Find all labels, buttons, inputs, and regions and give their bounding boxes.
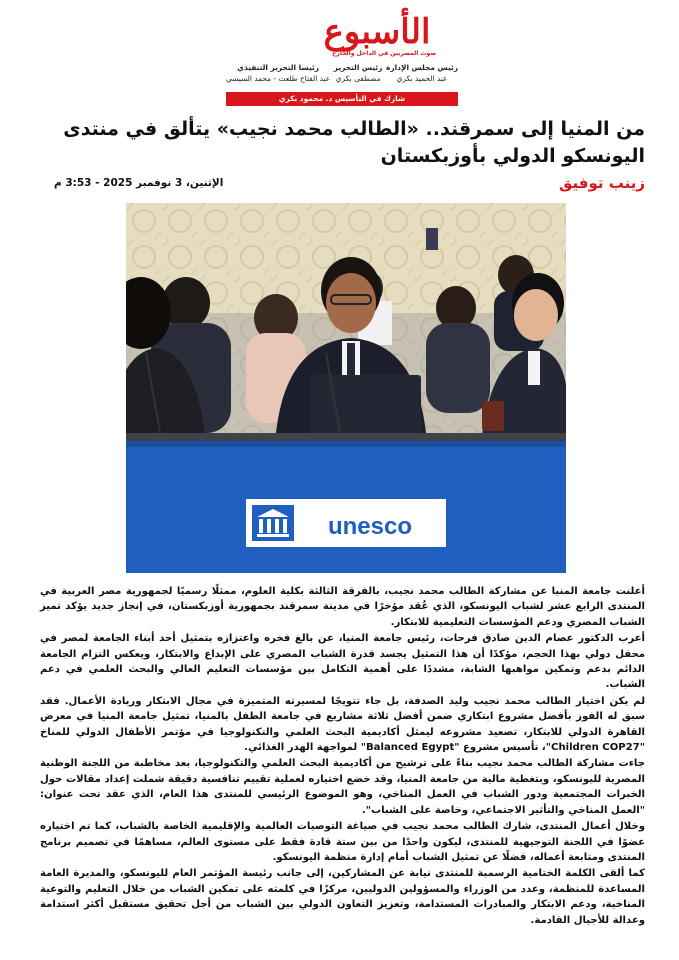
- article-date: الإثنين، 3 نوفمبر 2025 - 3:53 م: [54, 177, 224, 189]
- unesco-banner: [246, 499, 446, 547]
- article-body: [40, 584, 645, 929]
- article-paragraph: جاءت مشاركة الطالب محمد نجيب بناءً على ترشيح من أكاديمية البحث العلمي والتكنولوجيا، بعد مخاطبة من اللجنة الوطنية المصرية لليونسكو، وبتغطية مالية من جامعة المنيا، وقد خضع اختياره لعملية تقييم تنافسية دقيقة شملت إعداد مقالات حول الخبرات المجتمعية ودور الشباب في العمل المناخي، وهو الموضوع الرئيسي للمنتدى هذا العام، الذي عقد تحت عنوان: "العمل المناخي والتأثير الاجتماعي، وخاصة على الشباب".: [40, 758, 645, 816]
- unesco-text: unesco: [327, 513, 413, 540]
- conference-photo: [126, 203, 566, 573]
- article-paragraph: وخلال أعمال المنتدى، شارك الطالب محمد نجيب في صياغة التوصيات العالمية والإقليمية الخاصة بالشباب، كما تم اختياره عضوًا في اللجنة التوجيهية للمنتدى، ليكون واحدًا من بين ستة قادة فقط على مستوى العالم، مساهمًا في تصميم برنامج المنتدى ومتابعة أعماله، فضلًا عن تمثيل الشباب أمام إدارة منظمة اليونسكو.: [40, 821, 645, 863]
- founder-banner: شارك في التأسيس د. محمود بكري: [226, 92, 458, 106]
- site-logo[interactable]: [302, 10, 452, 50]
- article-paragraph: لم يكن اختيار الطالب محمد نجيب وليد الصدفة، بل جاء تتويجًا لمسيرته المتميزة في مجال الابتكار وريادة الأعمال. فقد سبق له الفوز بأفضل مشروع ابتكاري ضمن أفضل ثلاثة مشاريع في جامعة الطفل بالمنيا، تمثيل جامعة المنيا في معرض القاهرة الدولي للابتكار، تصعيد مشروعه ليمثل أكاديمية البحث العلمي والتكنولوجيا في مؤتمر الأطفال الدولي للمناخ "Children COP27"، تأسيس مشروع "Balanced Egypt" لمواجهة الهدر الغذائي.: [40, 695, 645, 754]
- article-paragraph: أعلنت جامعة المنيا عن مشاركة الطالب محمد نجيب، بالفرقة الثالثة بكلية العلوم، ممثلًا رسميًا لجمهورية مصر العربية في المنتدى الرابع عشر لشباب اليونسكو، الذي عُقد مؤخرًا في مدينة سمرقند بجمهورية أوزبكستان، في إنجاز جديد يؤكد تميز الشباب المصري ودعم المؤسسات التعليمية للابتكار.: [40, 586, 645, 628]
- laptop: [311, 375, 421, 437]
- article-author[interactable]: زينب توفيق: [559, 174, 645, 192]
- logo-tagline: صوت المصريين في الداخل والخارج: [332, 50, 436, 57]
- staff-editor-in-chief: رئيس التحرير مصطفى بكري: [333, 63, 383, 83]
- staff-list: [226, 62, 458, 84]
- article-paragraph: أعرب الدكتور عصام الدين صادق فرحات، رئيس جامعة المنيا، عن بالغ فخره واعتزازه بتمثيل أحد أبناء الجامعة لمصر في محفل دولي بهذا الحجم، مؤكدًا أن هذا التمثيل يجسد قدرة الشباب المصري على الإبداع والابتكار، ويعكس التزام الجامعة الدائم بدعم وتمكين مواهبها الشابة، مشددًا على أهمية التكامل بين مؤسسات التعليم العالي والبحث العلمي في دعم الشباب.: [40, 633, 645, 691]
- logo-text: الأسبوع: [323, 12, 431, 52]
- article-headline: من المنيا إلى سمرقند.. «الطالب محمد نجيب» يتألق في منتدى اليونسكو الدولي بأوزبكستان: [63, 118, 645, 167]
- article-paragraph: كما ألقى الكلمة الختامية الرسمية للمنتدى نيابة عن المشاركين، إلى جانب رئيسة المؤتمر العام لليونسكو، والمديرة العامة المساعدة للمنظمة، وعدد من الوزراء والمسؤولين الدوليين، مركزًا في كلمته على تمكين الشباب من خلال التعليم والتوعية المناخية، ودعم الابتكار والمبادرات المستدامة، وتعزيز التعاون الدولي بين الشباب من أجل تحقيق مستقبل أكثر استدامة وعدالة للأجيال القادمة.: [40, 868, 645, 926]
- staff-chairman: رئيس مجلس الإدارة عبد الحميد بكري: [386, 63, 458, 83]
- article-photo: [126, 203, 566, 573]
- staff-executive-editors: رئيسا التحرير التنفيذي عبد الفتاح طلعت - محمد السيسي: [226, 63, 331, 83]
- coffee-cup: [482, 401, 504, 431]
- article-meta: [40, 174, 645, 192]
- masthead: [226, 10, 458, 103]
